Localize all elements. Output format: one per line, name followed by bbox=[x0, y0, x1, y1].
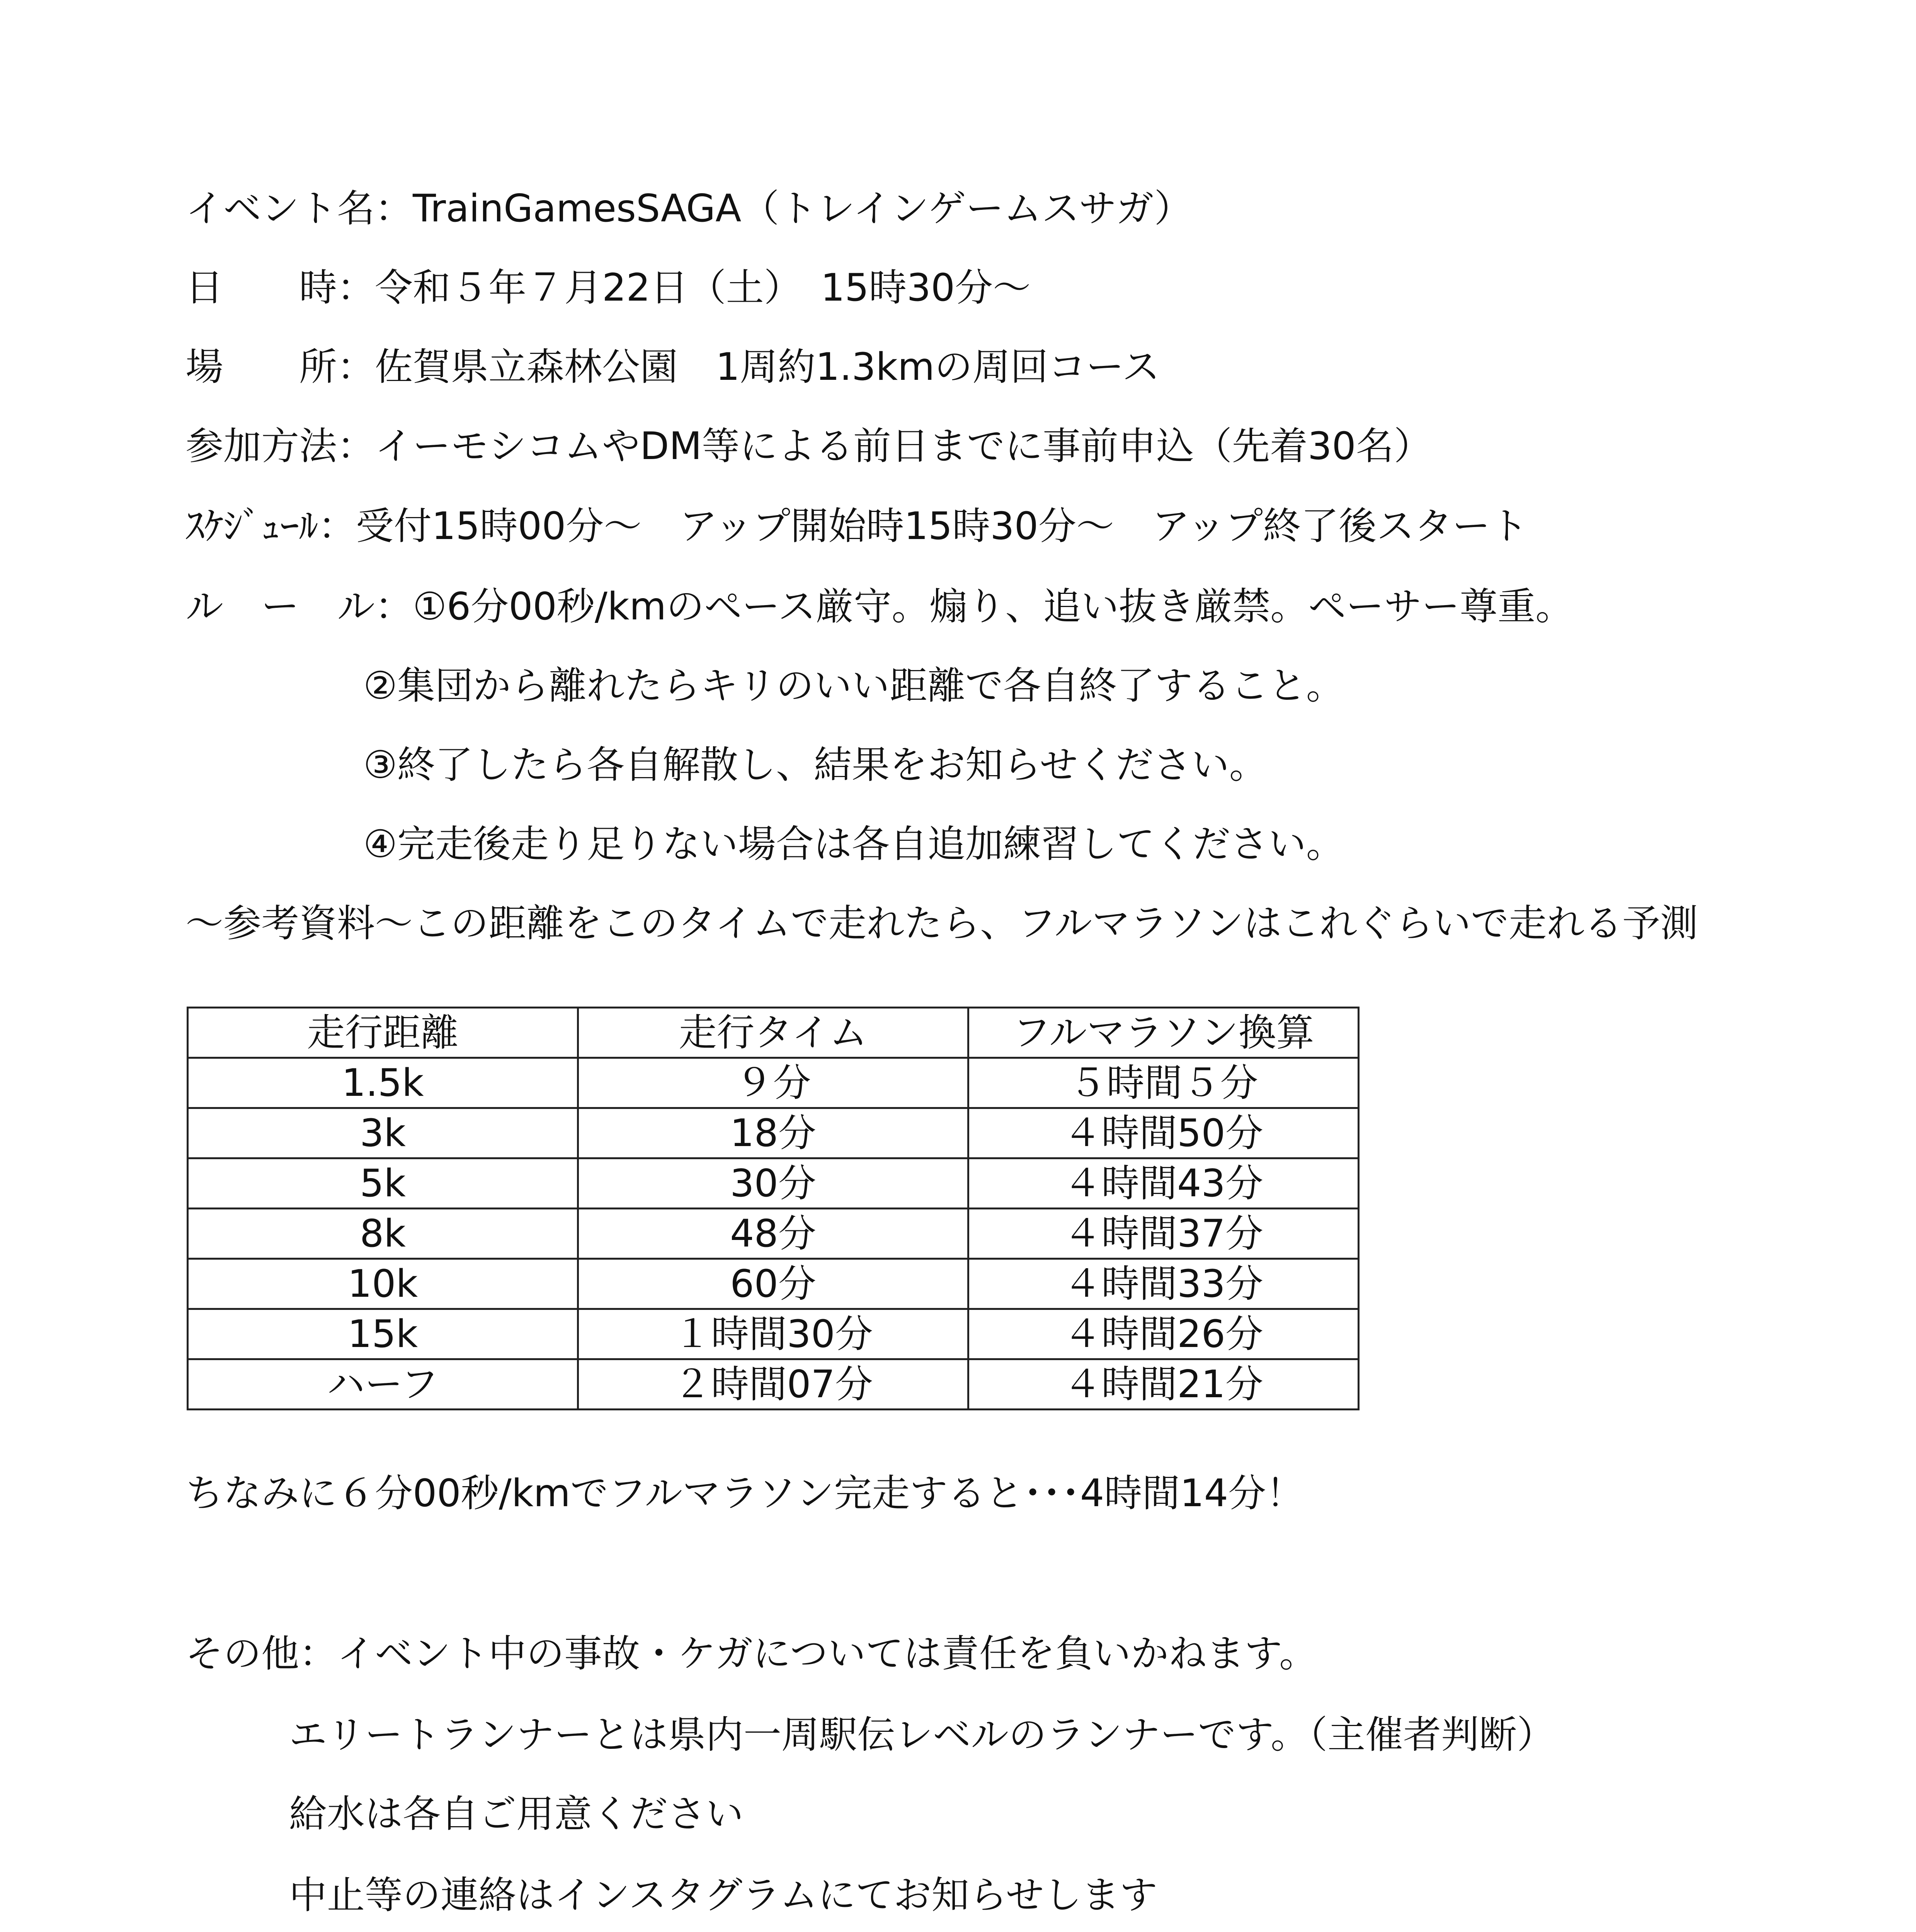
reference-heading: ～参考資料～この距離をこのタイムで走れたら、フルマラソンはこれぐらいで走れる予測 bbox=[185, 901, 1698, 946]
cell-marathon: ４時間50分 bbox=[968, 1108, 1359, 1158]
cell-distance: ハーフ bbox=[188, 1359, 578, 1410]
column-header-time: 走行タイム bbox=[578, 1008, 968, 1058]
cell-marathon: ４時間43分 bbox=[968, 1158, 1359, 1209]
cell-distance: 15k bbox=[188, 1309, 578, 1359]
column-header-distance: 走行距離 bbox=[188, 1008, 578, 1058]
cell-distance: 1.5k bbox=[188, 1058, 578, 1108]
cell-time: １時間30分 bbox=[578, 1309, 968, 1359]
cell-time: 60分 bbox=[578, 1259, 968, 1309]
event-method: 参加方法：イーモシコムやDM等による前日までに事前申込（先着30名） bbox=[185, 424, 1432, 468]
cell-distance: 3k bbox=[188, 1108, 578, 1158]
cell-distance: 10k bbox=[188, 1259, 578, 1309]
event-datetime: 日 時：令和５年７月22日（土） 15時30分～ bbox=[185, 266, 1031, 310]
cell-time: ９分 bbox=[578, 1058, 968, 1108]
rule-1: ル ー ル：①6分00秒/kmのペース厳守。煽り、追い抜き厳禁。ペーサー尊重。 bbox=[185, 585, 1574, 629]
event-place: 場 所：佐賀県立森林公園 1周約1.3kmの周回コース bbox=[185, 345, 1160, 389]
cell-time: 18分 bbox=[578, 1108, 968, 1158]
event-name: イベント名：TrainGamesSAGA（トレインゲームスサガ） bbox=[185, 187, 1192, 231]
cell-distance: 8k bbox=[188, 1209, 578, 1259]
reference-note: ちなみに６分00秒/kmでフルマラソン完走すると･･･4時間14分！ bbox=[185, 1471, 1304, 1515]
table-row bbox=[188, 1209, 1359, 1259]
other-item-3: 中止等の連絡はインスタグラムにてお知らせします bbox=[289, 1873, 1158, 1917]
other-line: その他：イベント中の事故・ケガについては責任を負いかねます。 bbox=[185, 1632, 1317, 1676]
cell-time: 48分 bbox=[578, 1209, 968, 1259]
rule-2: ②集団から離れたらキリのいい距離で各自終了すること。 bbox=[363, 664, 1344, 708]
table-header-row bbox=[188, 1008, 1359, 1058]
cell-marathon: ５時間５分 bbox=[968, 1058, 1359, 1108]
other-item-1: エリートランナーとは県内一周駅伝レベルのランナーです。（主催者判断） bbox=[289, 1713, 1555, 1757]
table-row bbox=[188, 1058, 1359, 1108]
table-row bbox=[188, 1359, 1359, 1410]
rule-3: ③終了したら各自解散し、結果をお知らせください。 bbox=[363, 743, 1267, 787]
table-row bbox=[188, 1309, 1359, 1359]
cell-marathon: ４時間33分 bbox=[968, 1259, 1359, 1309]
table-row bbox=[188, 1158, 1359, 1209]
cell-distance: 5k bbox=[188, 1158, 578, 1209]
cell-time: ２時間07分 bbox=[578, 1359, 968, 1410]
column-header-marathon: フルマラソン換算 bbox=[968, 1008, 1359, 1058]
rule-4: ④完走後走り足りない場合は各自追加練習してください。 bbox=[363, 822, 1344, 866]
cell-time: 30分 bbox=[578, 1158, 968, 1209]
cell-marathon: ４時間37分 bbox=[968, 1209, 1359, 1259]
event-schedule: ｽｹｼﾞｭｰﾙ：受付15時00分～ アップ開始時15時30分～ アップ終了後スタート bbox=[185, 504, 1528, 548]
cell-marathon: ４時間21分 bbox=[968, 1359, 1359, 1410]
reference-table bbox=[187, 1007, 1360, 1410]
other-item-2: 給水は各自ご用意ください bbox=[289, 1792, 744, 1836]
table-row bbox=[188, 1108, 1359, 1158]
table-row bbox=[188, 1259, 1359, 1309]
cell-marathon: ４時間26分 bbox=[968, 1309, 1359, 1359]
